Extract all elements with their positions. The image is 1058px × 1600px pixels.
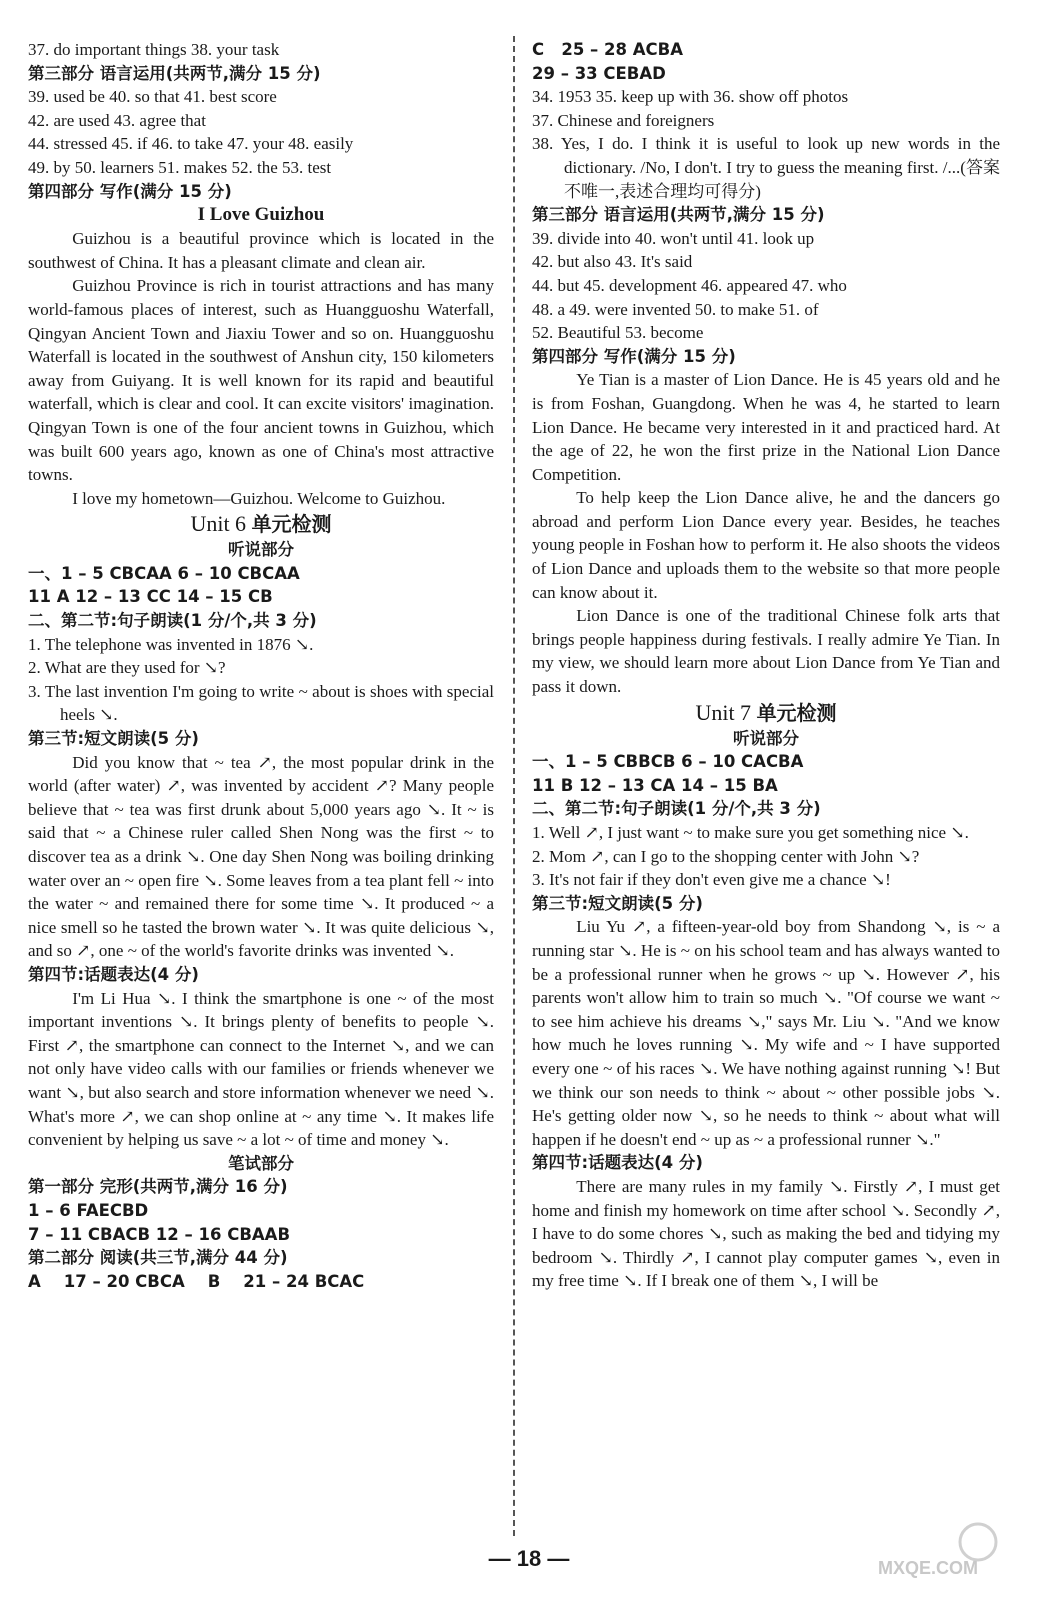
answer-line: 39. divide into 40. won't until 41. look up [532, 228, 815, 248]
answer-line: 42. but also 43. It's said [532, 252, 693, 272]
sentence-item: 3. The last invention I'm going to write ~ about is shoes with special heels ↘. [28, 681, 494, 725]
essay-paragraph: I love my hometown—Guizhou. Welcome to Guizhou. [72, 488, 446, 508]
section-heading: 第三节:短文朗读(5 分) [28, 729, 199, 749]
passage-label: B [207, 1271, 221, 1291]
reading-paragraph: Did you know that ~ tea ↗, the most popular drink in the world (after water) ↗, was invented by accident ↗? Many people believe that ~ tea was first drunk about 5,000 years ago ↘. It ~ is said that ~ a Chinese ruler called Shen Nong was the first ~ to discover tea as a drink ↘. One day Shen Nong was boiling drinking water over an ~ open fire ↘. Some leaves from a tea plant fell ~ into the water ~ and remained there for some time ↘. It produced ~ a nice smell so he tasted the brown water ↘. It was quite delicious ↘, and so ↗, one ~ of the world's favorite drinks was invented ↘. [28, 752, 494, 961]
essay-paragraph: Guizhou is a beautiful province which is located in the southwest of China. It has a pleasant climate and clean air. [28, 229, 494, 272]
unit-number: Unit 6 [190, 511, 247, 537]
answer-line: 7 – 11 CBACB 12 – 16 CBAAB [28, 1224, 291, 1244]
essay-paragraph: Ye Tian is a master of Lion Dance. He is 45 years old and he is from Foshan, Guangdong. When he was 4, he started to learn Lion Dance. He became very interested in it and practiced hard. At the age of 22, he won the first prize in the National Lion Dance Competition. [532, 370, 1000, 484]
page-number: — 18 — [488, 1546, 570, 1571]
passage-label: C [532, 40, 545, 59]
answer-line: 34. 1953 35. keep up with 36. show off photos [532, 87, 849, 107]
answer-line: 37. do important things 38. your task [28, 40, 280, 59]
answer-text: 21 – 24 BCAC [243, 1271, 365, 1291]
part-heading: 听说部分 [733, 728, 799, 748]
unit-label: 单元检测 [756, 700, 837, 725]
section-heading: 第四部分 写作(满分 15 分) [532, 346, 736, 366]
answer-line: 39. used be 40. so that 41. best score [28, 87, 277, 107]
answer-line: 49. by 50. learners 51. makes 52. the 53. test [28, 157, 332, 177]
answer-line: 37. Chinese and foreigners [532, 110, 715, 130]
answer-line: 52. Beautiful 53. become [532, 323, 704, 343]
section-heading: 第三节:短文朗读(5 分) [532, 893, 703, 913]
essay-paragraph: Guizhou Province is rich in tourist attractions and has many world-famous places of interest, such as Huangguoshu Waterfall, Qingyan Ancient Town and Jiaxiu Tower and so on. Huangguoshu Waterfall is located in the southwest of Anshun city, 150 kilometers away from Guiyang. It is well known for its rapid and beautiful waterfall, which is clear and cool. It can excite visitors' imagination. Qingyan Town is one of the four ancient towns in Guizhou, which was built 600 years ago, known as one of China's most attractive towns. [28, 276, 494, 485]
answer-line: 48. a 49. were invented 50. to make 51. of [532, 299, 819, 319]
speaking-paragraph: I'm Li Hua ↘. I think the smartphone is one ~ of the most important inventions ↘. It brings plenty of benefits to people ↘. First ↗, the smartphone can connect to the Internet ↘, and we can not only have video calls with our families or friends whenever we want ↘, but also search and store information whenever we need ↘. What's more ↗, we can shop online at ~ any time ↘. It makes life convenient by helping us save ~ a lot ~ of time and money ↘. [28, 988, 494, 1150]
essay-title: I Love Guizhou [197, 204, 325, 226]
unit-label: 单元检测 [251, 512, 332, 537]
sentence-item: 1. Well ↗, I just want ~ to make sure you get something nice ↘. [532, 823, 969, 842]
answer-line: 44. but 45. development 46. appeared 47. who [532, 275, 847, 295]
unit-number: Unit 7 [695, 699, 752, 725]
answer-line: 42. are used 43. agree that [28, 110, 206, 130]
answer-text: 17 – 20 CBCA [63, 1271, 185, 1291]
answer-line: 1 – 6 FAECBD [28, 1200, 149, 1220]
answer-line: 11 B 12 – 13 CA 14 – 15 BA [532, 775, 778, 795]
right-column [532, 38, 1000, 1293]
part-heading: 笔试部分 [228, 1153, 294, 1173]
section-heading: 二、第二节:句子朗读(1 分/个,共 3 分) [532, 799, 821, 819]
watermark-text: MXQE.COM [877, 1558, 979, 1578]
section-heading: 二、第二节:句子朗读(1 分/个,共 3 分) [28, 611, 317, 631]
section-heading: 第三部分 语言运用(共两节,满分 15 分) [532, 205, 825, 225]
essay-paragraph: To help keep the Lion Dance alive, he and the dancers go abroad and perform Lion Dance every year. Besides, he teaches young people in Foshan how to perform it. He also shoots the videos of Lion Dance and uploads them to the website so that more people can know about it. [532, 488, 1000, 602]
answer-line: 一、1 – 5 CBCAA 6 – 10 CBCAA [28, 563, 300, 583]
answer-text: 25 – 28 ACBA [561, 40, 683, 59]
section-heading: 第二部分 阅读(共三节,满分 44 分) [28, 1248, 288, 1268]
unit-title [28, 510, 494, 538]
essay-paragraph: Lion Dance is one of the traditional Chinese folk arts that brings people happiness during festivals. I really admire Ye Tian. In my view, we should learn more about Lion Dance from Ye Tian and pass it down. [532, 606, 1000, 697]
passage-label: A [28, 1271, 41, 1291]
answer-line: 44. stressed 45. if 46. to take 47. your 48. easily [28, 134, 354, 154]
unit-title [532, 699, 1000, 727]
section-heading: 第四节:话题表达(4 分) [532, 1153, 703, 1173]
column-divider [513, 36, 515, 1536]
watermark-logo [828, 1520, 1028, 1580]
part-heading: 听说部分 [228, 540, 294, 560]
section-heading: 第三部分 语言运用(共两节,满分 15 分) [28, 63, 321, 83]
section-heading: 第一部分 完形(共两节,满分 16 分) [28, 1177, 288, 1197]
section-heading: 第四部分 写作(满分 15 分) [28, 181, 232, 201]
answer-line [28, 1270, 494, 1294]
answer-line: 11 A 12 – 13 CC 14 – 15 CB [28, 587, 273, 607]
section-heading: 第四节:话题表达(4 分) [28, 964, 199, 984]
answer-line: 29 – 33 CEBAD [532, 63, 666, 83]
open-answer: 38. Yes, I do. I think it is useful to look up new words in the dictionary. /No, I don't. I try to guess the meaning first. /...(答案不唯一,表述合理均可得分) [532, 134, 1000, 201]
sentence-item: 1. The telephone was invented in 1876 ↘. [28, 634, 314, 654]
sentence-item: 2. Mom ↗, can I go to the shopping center with John ↘? [532, 846, 920, 866]
left-column [28, 38, 494, 1293]
sentence-item: 2. What are they used for ↘? [28, 658, 226, 678]
speaking-paragraph: There are many rules in my family ↘. Firstly ↗, I must get home and finish my homework on time after school ↘. Secondly ↗, I have to do some chores ↘, such as making the bed and tidying my bedroom ↘. Thirdly ↗, I cannot play computer games ↘, even in my free time ↘. If I break one of them ↘, I will be [532, 1176, 1000, 1291]
sentence-item: 3. It's not fair if they don't even give me a chance ↘! [532, 870, 891, 890]
answer-line: 一、1 – 5 CBBCB 6 – 10 CACBA [532, 752, 804, 772]
reading-paragraph: Liu Yu ↗, a fifteen-year-old boy from Shandong ↘, is ~ a running star ↘. He is ~ on his school team and has always wanted to be a professional runner when he grows ~ up ↘. However ↗, his parents won't allow him to train so much ↘. "Of course we want ~ to see him achieve his dreams ↘," says Mr. Liu ↘. "And we know how much he loves running ↘. My wife and ~ I have supported every one ~ of his races ↘. We have nothing against running ↘! But we think our son needs to think ~ about ~ other possible jobs ↘. He's getting older now ↘, so he needs to think ~ about what will happen if he doesn't end ~ up as ~ a professional runner ↘." [532, 917, 1000, 1149]
answer-line [532, 38, 1000, 62]
